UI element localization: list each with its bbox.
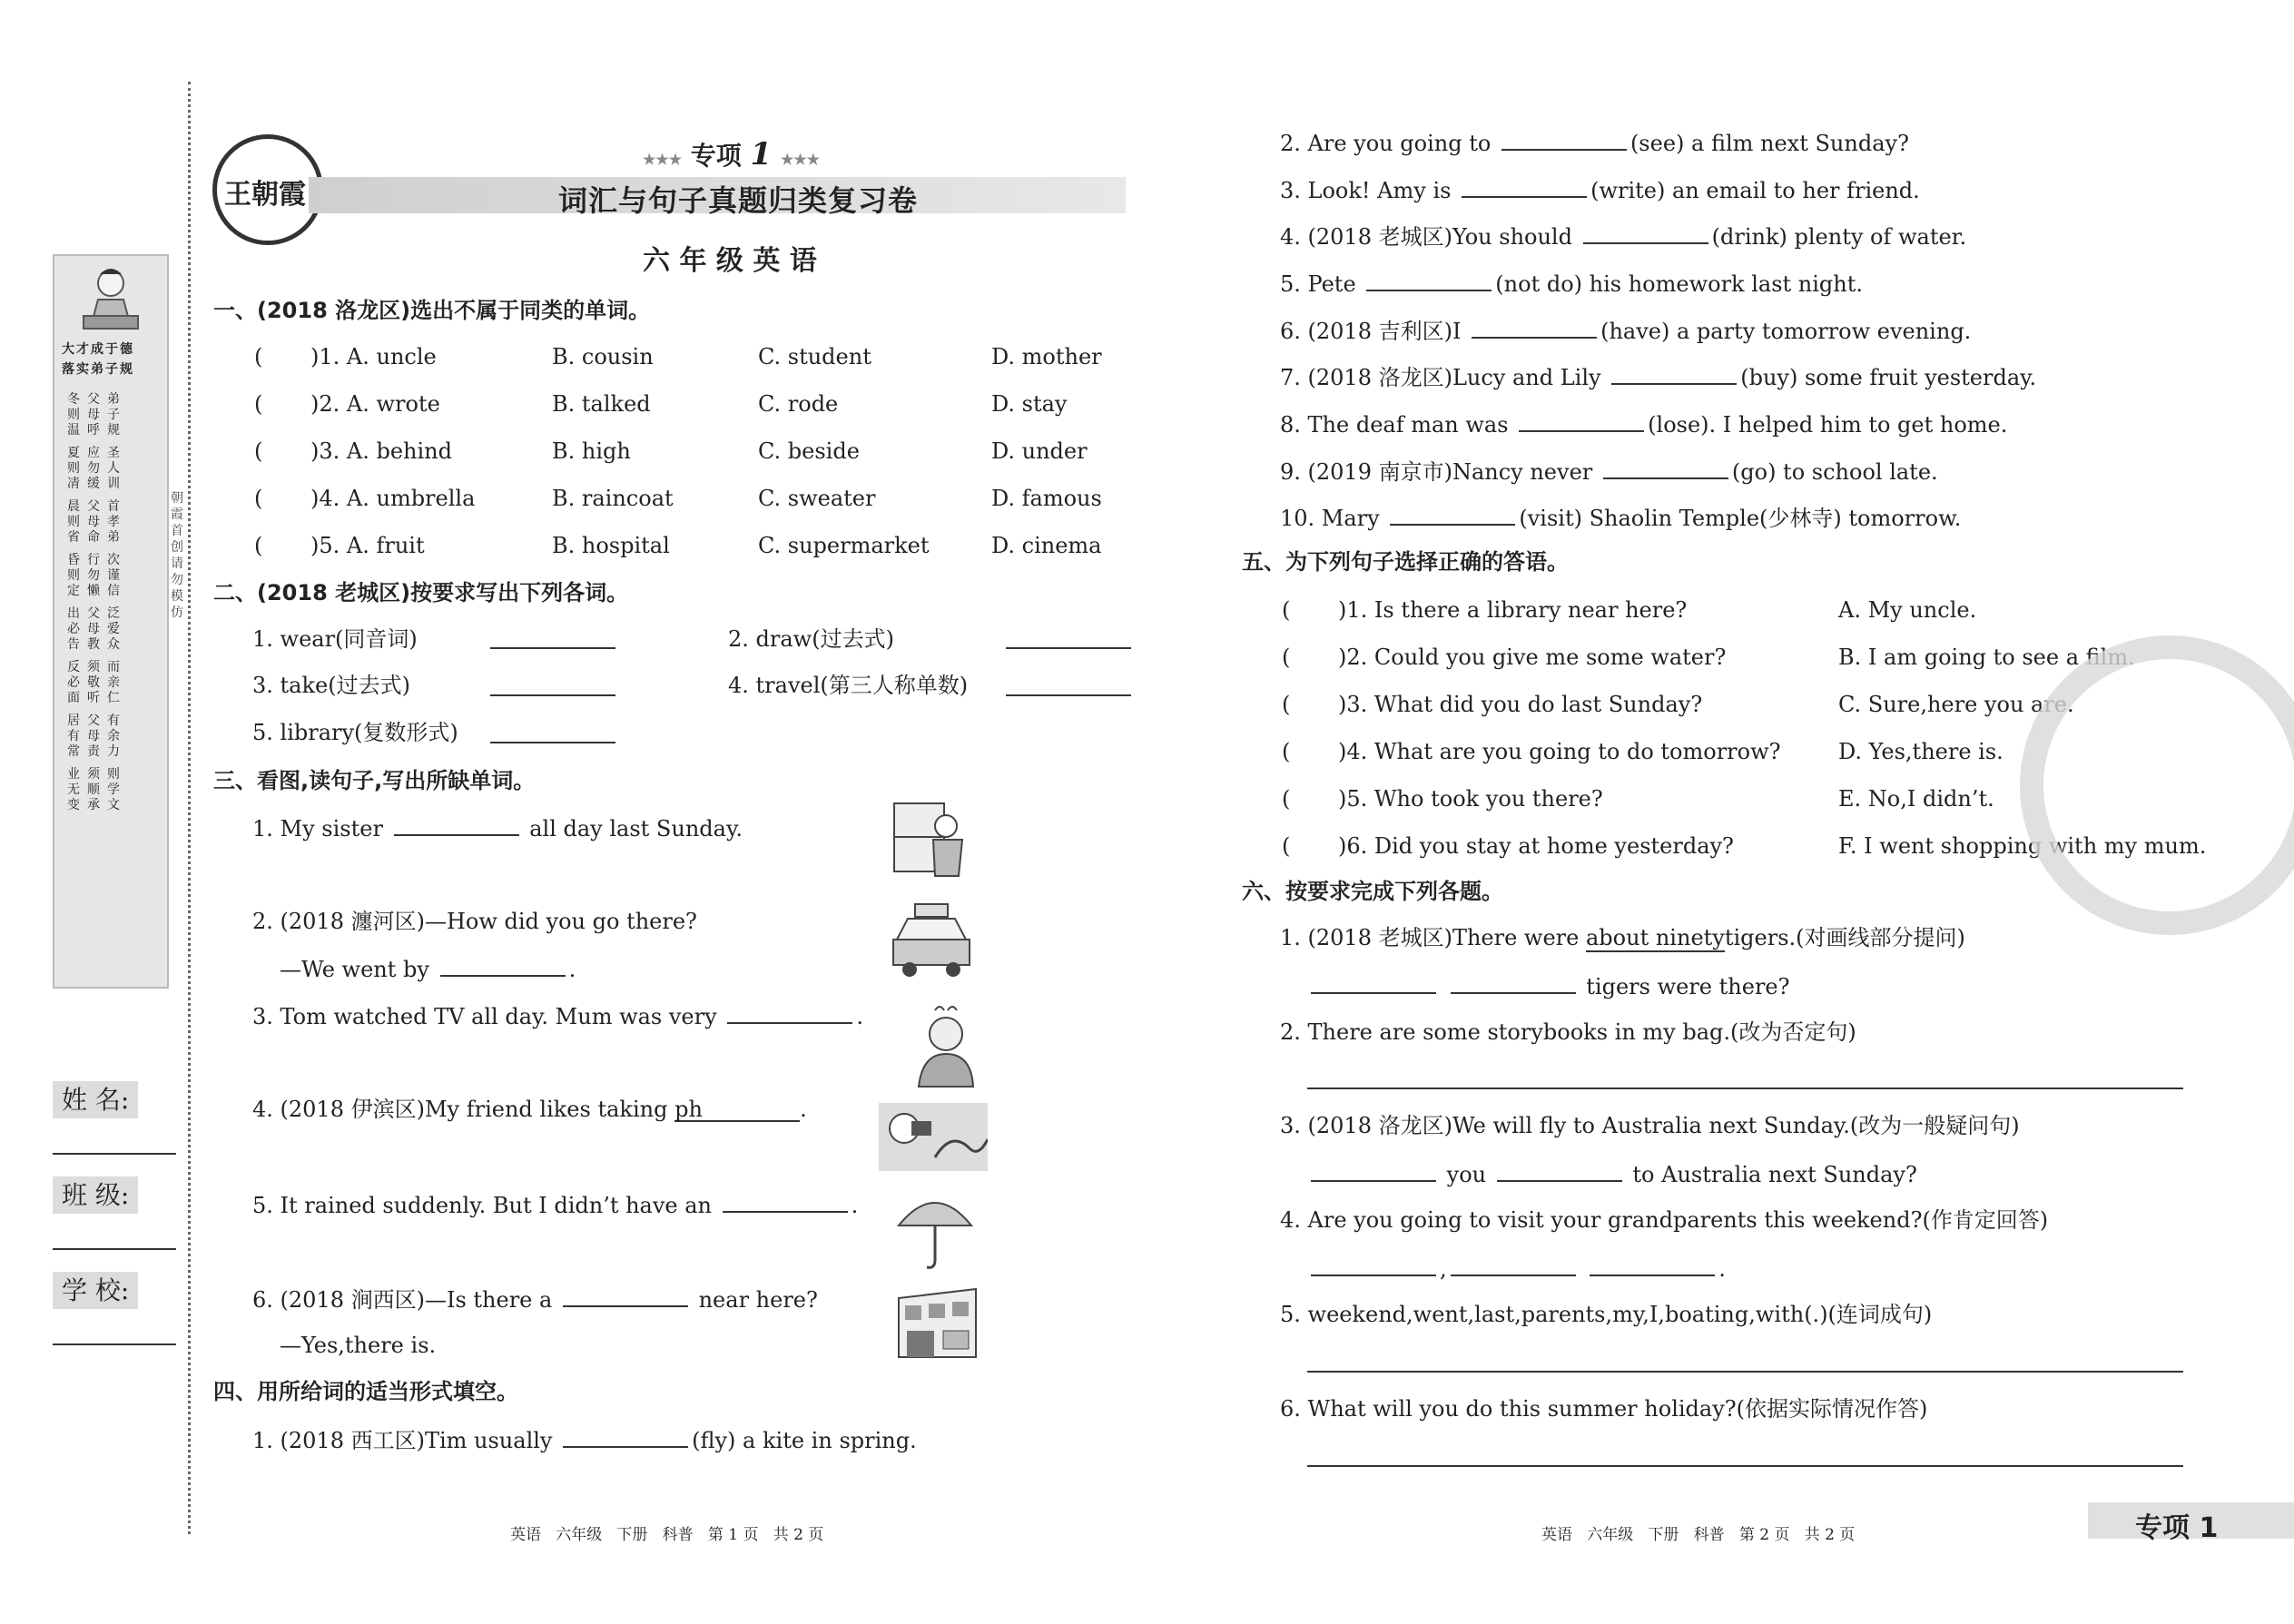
logo-text: 王朝霞	[224, 179, 306, 211]
answer-blank[interactable]	[1311, 1256, 1436, 1276]
s1-option-c: C. beside	[758, 438, 860, 464]
answer-blank[interactable]	[727, 1004, 852, 1024]
s1-option-b: B. cousin	[552, 344, 654, 369]
motto-cell: 业无变	[67, 767, 80, 812]
s4-q7	[1280, 365, 2036, 389]
motto-panel	[53, 254, 169, 989]
s4-q5	[1280, 271, 1863, 295]
motto-grid	[67, 392, 158, 821]
s3-q5	[252, 1193, 858, 1216]
watermark-seal	[2020, 635, 2294, 935]
s3-q6-a	[252, 1287, 818, 1311]
s6-q6: 6. What will you do this summer holiday?(依据实际情况作答)	[1280, 1396, 1928, 1422]
answer-line[interactable]	[1307, 1371, 2183, 1373]
s4-q1	[252, 1428, 917, 1452]
s2-item-3: 3. take(过去式)	[252, 673, 410, 698]
motto-bottom: 落实弟子规	[62, 362, 134, 377]
s6-q2: 2. There are some storybooks in my bag.(改为否定句)	[1280, 1019, 1856, 1045]
s3-q2-text: —We went by	[280, 957, 429, 982]
s2-item-1: 1. wear(同音词)	[252, 626, 418, 652]
s1-option-d: D. cinema	[991, 533, 1102, 558]
answer-blank[interactable]	[394, 816, 519, 836]
hint-letters: ph	[674, 1097, 703, 1122]
motto-cell: 则学文	[107, 767, 120, 812]
answer-blank[interactable]	[1390, 506, 1515, 526]
motto-cell: 晨则省	[67, 499, 80, 545]
answer-blank[interactable]	[490, 647, 615, 649]
s5-answer-option: C. Sure,here you are.	[1838, 692, 2074, 717]
section1-heading: 一、(2018 洛龙区)选出不属于同类的单词。	[213, 298, 651, 323]
picture-window-cleaning	[890, 799, 971, 881]
s3-q2-a: 2. (2018 瀍河区)—How did you go there?	[252, 909, 697, 934]
s4-q6-end: (have) a party tomorrow evening.	[1600, 319, 1972, 344]
answer-blank[interactable]	[723, 1193, 848, 1213]
series-text: 专项	[690, 141, 742, 171]
s3-q3	[252, 1004, 863, 1028]
s3-q3-text: 3. Tom watched TV all day. Mum was very	[252, 1004, 717, 1029]
answer-blank[interactable]	[490, 694, 615, 696]
s4-q3-text: 3. Look! Amy is	[1280, 178, 1452, 203]
s6-q3-end: to Australia next Sunday?	[1632, 1162, 1917, 1187]
s4-q4-end: (drink) plenty of water.	[1711, 224, 1967, 250]
s1-option-num: )1. A. uncle	[310, 344, 437, 369]
answer-blank[interactable]	[1006, 694, 1131, 696]
s1-option-b: B. high	[552, 438, 631, 464]
period: .	[1718, 1256, 1726, 1282]
s5-answer-option: F. I went shopping with my mum.	[1838, 833, 2207, 859]
s6-q5: 5. weekend,went,last,parents,my,I,boating,with(.)(连词成句)	[1280, 1302, 1933, 1327]
s4-q9-end: (go) to school late.	[1731, 459, 1938, 485]
answer-blank[interactable]	[1451, 1256, 1576, 1276]
s1-option-num: )3. A. behind	[310, 438, 452, 464]
s1-option-d: D. famous	[991, 486, 1102, 511]
motto-cell: 次谨信	[107, 553, 120, 598]
page-title: 词汇与句子真题归类复习卷	[558, 183, 919, 218]
motto-cell: 父母呼	[87, 392, 100, 438]
s3-q5-text: 5. It rained suddenly. But I didn’t have an	[252, 1193, 713, 1218]
motto-cell: 居有常	[67, 714, 80, 759]
s3-q1	[252, 816, 743, 840]
s5-answer-option: A. My uncle.	[1838, 597, 1977, 623]
footer-left: 英语 六年级 下册 科普 第 1 页 共 2 页	[510, 1526, 824, 1544]
answer-bracket[interactable]: (	[1282, 786, 1291, 812]
s4-q8-text: 8. The deaf man was	[1280, 412, 1509, 438]
answer-blank[interactable]	[1006, 647, 1131, 649]
s2-item-2: 2. draw(过去式)	[728, 626, 894, 652]
s3-q1-text: 1. My sister	[252, 816, 383, 842]
name-field[interactable]	[53, 1080, 176, 1155]
s1-option-b: B. talked	[552, 391, 651, 417]
motto-row	[67, 499, 158, 546]
school-line	[53, 1343, 176, 1345]
answer-blank[interactable]	[1311, 1162, 1436, 1182]
s4-q10-end: (visit) Shaolin Temple(少林寺) tomorrow.	[1519, 506, 1962, 531]
motto-row	[67, 446, 158, 492]
motto-top: 大才成于德	[62, 342, 134, 357]
s4-q1-end: (fly) a kite in spring.	[692, 1428, 917, 1453]
picture-building	[894, 1280, 980, 1360]
underlined-phrase: about ninety	[1586, 925, 1725, 950]
s1-option-num: )5. A. fruit	[310, 533, 425, 558]
side-note: 朝霞首创 请勿模仿	[171, 491, 183, 620]
s4-q7-end: (buy) some fruit yesterday.	[1740, 365, 2037, 390]
s6-q1	[1280, 927, 1965, 949]
motto-cell: 反必面	[67, 660, 80, 705]
s6-q1-answer-end: tigers were there?	[1586, 974, 1790, 999]
s1-option-c: C. sweater	[758, 486, 876, 511]
s4-q4-text: 4. (2018 老城区)You should	[1280, 224, 1572, 250]
s4-q9-text: 9. (2019 南京市)Nancy never	[1280, 459, 1593, 485]
motto-row	[67, 606, 158, 653]
motto-cell: 而亲仁	[107, 660, 120, 705]
s1-option-num: )2. A. wrote	[310, 391, 440, 417]
motto-cell: 父母责	[87, 714, 100, 759]
s3-q1-text-end: all day last Sunday.	[529, 816, 743, 842]
s6-q4: 4. Are you going to visit your grandparents this weekend?(作肯定回答)	[1280, 1207, 2049, 1233]
section6-heading: 六、按要求完成下列各题。	[1242, 879, 1503, 904]
picture-photographer	[879, 1103, 988, 1171]
s4-q6	[1280, 319, 1971, 342]
motto-cell: 昏则定	[67, 553, 80, 598]
s3-q6-text: 6. (2018 涧西区)—Is there a	[252, 1287, 553, 1313]
answer-blank[interactable]	[1366, 271, 1492, 291]
school-field[interactable]	[53, 1271, 176, 1345]
s4-q2	[1280, 131, 1909, 154]
answer-bracket[interactable]: (	[254, 391, 263, 417]
s5-answer-option: E. No,I didn’t.	[1838, 786, 1994, 812]
s5-question: )3. What did you do last Sunday?	[1338, 692, 1703, 717]
class-line	[53, 1248, 176, 1250]
name-line	[53, 1153, 176, 1155]
series-number: 1	[750, 136, 773, 172]
motto-cell: 夏则凊	[67, 446, 80, 491]
section5-heading: 五、为下列句子选择正确的答语。	[1242, 549, 1569, 575]
s6-q1-answer	[1307, 974, 1789, 998]
answer-blank[interactable]	[1472, 319, 1597, 339]
s6-q4-answer	[1307, 1256, 1726, 1280]
answer-blank[interactable]	[1451, 974, 1576, 994]
answer-bracket[interactable]: (	[254, 533, 263, 558]
child-figure-icon	[74, 263, 147, 336]
motto-cell: 出必告	[67, 606, 80, 652]
motto-row	[67, 767, 158, 813]
s4-q2-end: (see) a film next Sunday?	[1629, 131, 1909, 156]
s4-q3	[1280, 178, 1920, 202]
s5-question: )5. Who took you there?	[1338, 786, 1603, 812]
answer-blank[interactable]	[1603, 459, 1728, 479]
motto-cell: 泛爱众	[107, 606, 120, 652]
answer-blank[interactable]	[490, 742, 615, 743]
answer-blank[interactable]	[440, 957, 566, 977]
motto-cell: 有余力	[107, 714, 120, 759]
motto-cell: 圣人训	[107, 446, 120, 491]
section2-heading: 二、(2018 老城区)按要求写出下列各词。	[213, 580, 629, 605]
s4-q7-text: 7. (2018 洛龙区)Lucy and Lily	[1280, 365, 1601, 390]
s1-option-d: D. stay	[991, 391, 1068, 417]
answer-bracket[interactable]: (	[1282, 833, 1291, 859]
answer-bracket[interactable]: (	[254, 438, 263, 464]
star-icon: ★★★	[643, 151, 683, 168]
binding-dotted-line	[188, 82, 191, 1534]
school-label: 学 校:	[53, 1272, 138, 1309]
answer-blank[interactable]	[563, 1428, 688, 1448]
footer-right: 英语 六年级 下册 科普 第 2 页 共 2 页	[1541, 1526, 1856, 1544]
s4-q5-text: 5. Pete	[1280, 271, 1356, 297]
motto-cell: 应勿缓	[87, 446, 100, 491]
picture-taxi	[888, 899, 975, 980]
s2-item-4: 4. travel(第三人称单数)	[728, 673, 969, 698]
answer-blank-with-hint[interactable]	[674, 1098, 800, 1122]
answer-blank[interactable]	[1501, 131, 1627, 151]
answer-bracket[interactable]: (	[1282, 645, 1291, 670]
s5-question: )4. What are you going to do tomorrow?	[1338, 739, 1781, 764]
answer-blank[interactable]	[1497, 1162, 1622, 1182]
s5-answer-option: D. Yes,there is.	[1838, 739, 2004, 764]
s1-option-c: C. student	[758, 344, 871, 369]
s4-q2-text: 2. Are you going to	[1280, 131, 1492, 156]
s4-q6-text: 6. (2018 吉利区)I	[1280, 319, 1462, 344]
answer-bracket[interactable]: (	[1282, 597, 1291, 623]
motto-cell: 须敬听	[87, 660, 100, 705]
s6-q3-word: you	[1446, 1162, 1487, 1187]
s4-q4	[1280, 224, 1966, 248]
section3-heading: 三、看图,读句子,写出所缺单词。	[213, 768, 536, 793]
s3-q6-end: near here?	[698, 1287, 818, 1313]
s3-q2-end: .	[568, 957, 576, 982]
answer-line[interactable]	[1307, 1465, 2183, 1467]
s2-item-5: 5. library(复数形式)	[252, 720, 458, 745]
s4-q9	[1280, 459, 1938, 483]
s1-option-num: )4. A. umbrella	[310, 486, 476, 511]
s3-q4-text: 4. (2018 伊滨区)My friend likes taking	[252, 1097, 668, 1122]
motto-cell: 行勿懒	[87, 553, 100, 598]
answer-bracket[interactable]: (	[1282, 692, 1291, 717]
class-label: 班 级:	[53, 1176, 138, 1214]
s3-q4-end: .	[800, 1097, 807, 1122]
s3-q5-end: .	[851, 1193, 859, 1218]
motto-cell: 冬则温	[67, 392, 80, 438]
motto-cell: 弟子规	[107, 392, 120, 438]
answer-bracket[interactable]: (	[254, 486, 263, 511]
comma: ,	[1440, 1256, 1447, 1282]
s4-q8	[1280, 412, 2007, 436]
section4-heading: 四、用所给词的适当形式填空。	[213, 1379, 518, 1404]
s1-option-c: C. rode	[758, 391, 839, 417]
class-field[interactable]	[53, 1176, 176, 1250]
answer-blank[interactable]	[1611, 365, 1737, 385]
s4-q10	[1280, 506, 1961, 529]
s4-q8-end: (lose). I helped him to get home.	[1648, 412, 2008, 438]
name-label: 姓 名:	[53, 1081, 138, 1118]
s3-q6-c: —Yes,there is.	[280, 1333, 437, 1358]
s4-q10-text: 10. Mary	[1280, 506, 1380, 531]
umbrella-icon	[894, 1189, 976, 1271]
answer-blank[interactable]	[1590, 1256, 1715, 1276]
motto-cell: 父母命	[87, 499, 100, 545]
s5-question: )2. Could you give me some water?	[1338, 645, 1727, 670]
s1-option-d: D. under	[991, 438, 1088, 464]
answer-blank[interactable]	[1311, 974, 1436, 994]
logo-seal	[212, 134, 323, 245]
s6-q3-answer	[1307, 1162, 1917, 1186]
page-subtitle: 六 年 级 英 语	[643, 245, 817, 277]
answer-blank[interactable]	[1583, 224, 1708, 244]
s1-option-c: C. supermarket	[758, 533, 930, 558]
motto-cell: 须顺承	[87, 767, 100, 812]
motto-row	[67, 660, 158, 706]
s3-q2-b	[280, 957, 576, 980]
answer-blank[interactable]	[1519, 412, 1644, 432]
star-icon: ★★★	[780, 151, 820, 168]
s4-q1-text: 1. (2018 西工区)Tim usually	[252, 1428, 553, 1453]
s1-option-d: D. mother	[991, 344, 1102, 369]
picture-angry-mum	[908, 1003, 980, 1089]
s4-q5-end: (not do) his homework last night.	[1495, 271, 1864, 297]
motto-cell: 父母教	[87, 606, 100, 652]
answer-line[interactable]	[1307, 1088, 2183, 1089]
s6-q1-text: 1. (2018 老城区)There were	[1280, 925, 1580, 950]
s3-q4	[252, 1098, 807, 1122]
answer-bracket[interactable]: (	[1282, 739, 1291, 764]
answer-blank[interactable]	[1462, 178, 1587, 198]
s5-question: )6. Did you stay at home yesterday?	[1338, 833, 1734, 859]
s1-option-b: B. raincoat	[552, 486, 674, 511]
s5-question: )1. Is there a library near here?	[1338, 597, 1688, 623]
s3-q3-end: .	[856, 1004, 863, 1029]
s5-answer-option: B. I am going to see a film.	[1838, 645, 2135, 670]
answer-bracket[interactable]: (	[254, 344, 263, 369]
motto-row	[67, 714, 158, 760]
s4-q3-end: (write) an email to her friend.	[1590, 178, 1920, 203]
motto-cell: 首孝弟	[107, 499, 120, 545]
motto-row	[67, 553, 158, 599]
series-label	[643, 136, 820, 172]
corner-tag-label: 专项 1	[2135, 1512, 2219, 1544]
s6-q3: 3. (2018 洛龙区)We will fly to Australia next Sunday.(改为一般疑问句)	[1280, 1113, 2020, 1138]
s1-option-b: B. hospital	[552, 533, 670, 558]
s6-q1-end: tigers.(对画线部分提问)	[1724, 925, 1965, 950]
answer-blank[interactable]	[563, 1287, 688, 1307]
motto-row	[67, 392, 158, 438]
